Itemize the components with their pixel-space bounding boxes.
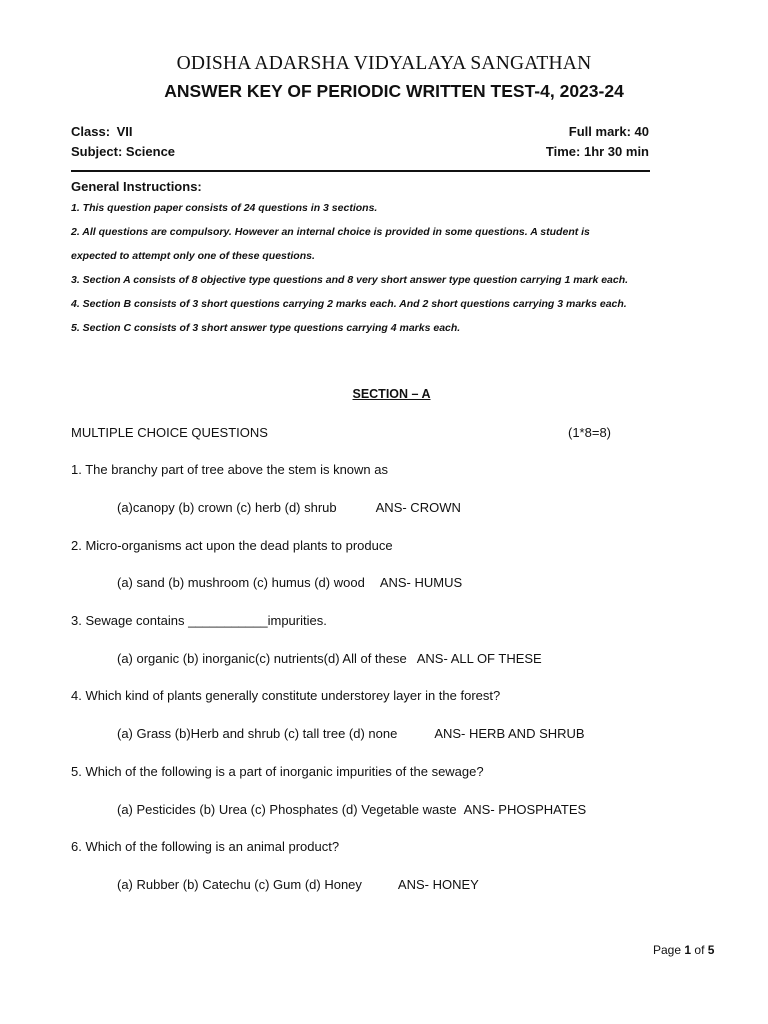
class-line xyxy=(71,122,175,142)
instruction-item: 1. This question paper consists of 24 questions in 3 sections. xyxy=(71,202,378,214)
question-5: 5. Which of the following is a part of inorganic impurities of the sewage? xyxy=(71,764,484,779)
options-text: (a)canopy (b) crown (c) herb (d) shrub xyxy=(117,500,337,515)
question-2: 2. Micro-organisms act upon the dead plants to produce xyxy=(71,538,393,553)
class-value: VII xyxy=(116,124,133,139)
answer-text: ANS- CROWN xyxy=(375,500,461,515)
question-3: 3. Sewage contains ___________impurities. xyxy=(71,613,327,628)
page-of: of xyxy=(694,943,705,957)
answer-text: ANS- HUMUS xyxy=(379,575,463,590)
question-4: 4. Which kind of plants generally constitute understorey layer in the forest? xyxy=(71,688,501,703)
options-1 xyxy=(117,500,461,515)
section-title: SECTION – A xyxy=(352,387,431,401)
time-allowed: Time: 1hr 30 min xyxy=(545,143,649,159)
organization-name: ODISHA ADARSHA VIDYALAYA SANGATHAN xyxy=(176,53,592,74)
header-divider xyxy=(71,170,650,172)
options-5 xyxy=(117,802,586,817)
instructions-heading: General Instructions: xyxy=(71,179,202,194)
instruction-item: expected to attempt only one of these questions. xyxy=(71,250,315,262)
options-4 xyxy=(117,726,585,741)
page-current: 1 xyxy=(684,943,692,957)
page-number xyxy=(653,943,714,957)
answer-text: ANS- HERB AND SHRUB xyxy=(434,726,585,741)
question-6: 6. Which of the following is an animal product? xyxy=(71,839,340,854)
answer-text: ANS- PHOSPHATES xyxy=(463,802,587,817)
instruction-item: 3. Section A consists of 8 objective type questions and 8 very short answer type question carrying 1 mark each. xyxy=(71,274,629,286)
answer-text: ANS- HONEY xyxy=(397,877,479,892)
full-mark: Full mark: 40 xyxy=(568,124,649,139)
instruction-item: 4. Section B consists of 3 short questions carrying 2 marks each. And 2 short questions carrying 3 marks each. xyxy=(71,298,627,310)
options-text: (a) Grass (b)Herb and shrub (c) tall tree (d) none xyxy=(117,726,398,741)
options-6 xyxy=(117,877,479,892)
mcq-label: MULTIPLE CHOICE QUESTIONS xyxy=(71,425,268,440)
instructions-list xyxy=(71,196,671,340)
subject-line: Subject: Science xyxy=(71,143,176,159)
class-label: Class: xyxy=(71,124,111,139)
document-title: ANSWER KEY OF PERIODIC WRITTEN TEST-4, 2023-24 xyxy=(164,81,624,101)
marks-time-block xyxy=(546,122,649,161)
options-2 xyxy=(117,575,462,590)
class-subject-block xyxy=(71,122,175,161)
page-total: 5 xyxy=(707,943,715,957)
options-3 xyxy=(117,651,542,666)
mcq-marks: (1*8=8) xyxy=(568,425,611,440)
options-text: (a) Rubber (b) Catechu (c) Gum (d) Honey xyxy=(117,877,362,892)
options-text: (a) organic (b) inorganic(c) nutrients(d) All of these xyxy=(117,651,407,666)
page-prefix: Page xyxy=(653,943,682,957)
instruction-item: 2. All questions are compulsory. However an internal choice is provided in some questions. A student is xyxy=(71,226,590,238)
question-1: 1. The branchy part of tree above the stem is known as xyxy=(71,462,388,477)
mcq-heading xyxy=(71,425,631,440)
instruction-item: 5. Section C consists of 3 short answer type questions carrying 4 marks each. xyxy=(71,322,461,334)
answer-text: ANS- ALL OF THESE xyxy=(416,651,542,666)
options-text: (a) sand (b) mushroom (c) humus (d) wood xyxy=(117,575,365,590)
options-text: (a) Pesticides (b) Urea (c) Phosphates (d) Vegetable waste xyxy=(117,802,457,817)
